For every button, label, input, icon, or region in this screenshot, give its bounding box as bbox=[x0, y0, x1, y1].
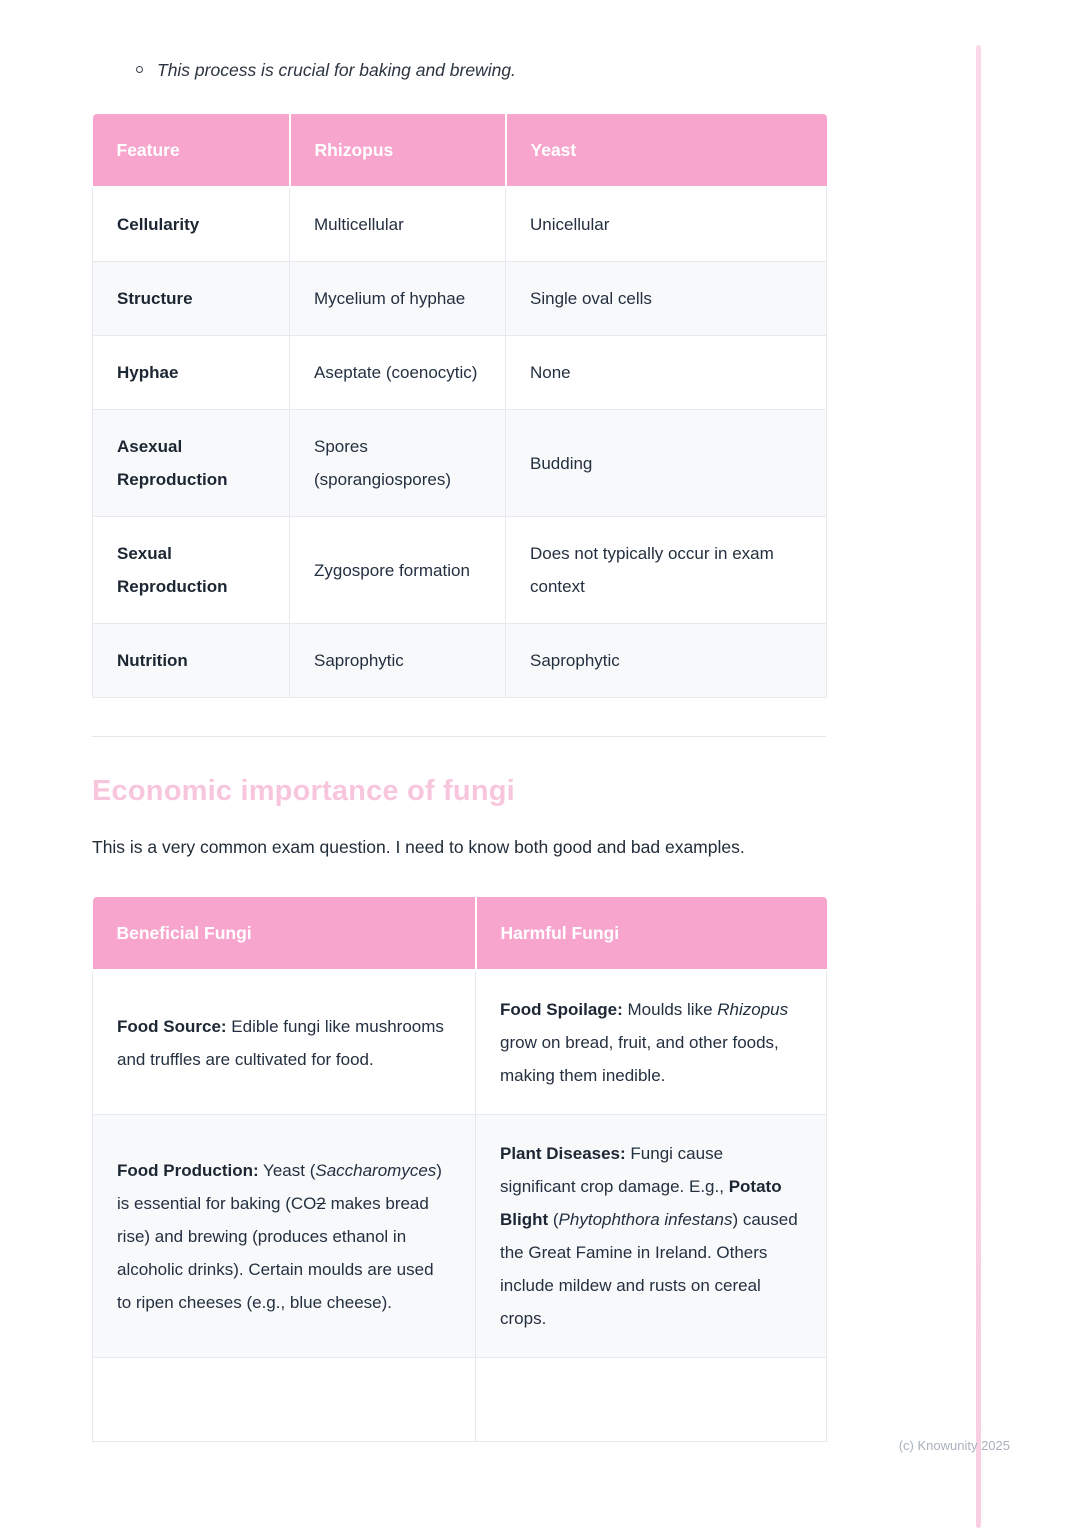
feature-cell: Sexual Reproduction bbox=[93, 517, 290, 624]
rhizopus-cell: Mycelium of hyphae bbox=[290, 262, 506, 336]
harmful-fungi-cell bbox=[476, 1358, 827, 1442]
table-header-row bbox=[93, 897, 827, 970]
table-row bbox=[93, 517, 827, 624]
table-header-row bbox=[93, 114, 827, 187]
page-edge-accent-line bbox=[976, 45, 981, 1528]
column-header-rhizopus: Rhizopus bbox=[290, 114, 506, 187]
rhizopus-cell: Spores (sporangiospores) bbox=[290, 410, 506, 517]
column-header-harmful-fungi: Harmful Fungi bbox=[476, 897, 827, 970]
harmful-fungi-cell: Plant Diseases: Fungi cause significant crop damage. E.g., Potato Blight (Phytophthora infestans) caused the Great Famine in Ireland. Others include mildew and rusts on cereal crops. bbox=[476, 1115, 827, 1358]
column-header-beneficial-fungi: Beneficial Fungi bbox=[93, 897, 476, 970]
rhizopus-cell: Saprophytic bbox=[290, 624, 506, 698]
section-title: Economic importance of fungi bbox=[92, 775, 515, 807]
feature-cell: Asexual Reproduction bbox=[93, 410, 290, 517]
table-row bbox=[93, 187, 827, 262]
beneficial-harmful-fungi-table bbox=[92, 897, 827, 1442]
feature-cell: Hyphae bbox=[93, 336, 290, 410]
table-row bbox=[93, 970, 827, 1115]
column-header-feature: Feature bbox=[93, 114, 290, 187]
document-content bbox=[92, 0, 826, 1442]
beneficial-fungi-cell bbox=[93, 1358, 476, 1442]
beneficial-fungi-cell: Food Production: Yeast (Saccharomyces) is essential for baking (CO2 makes bread rise) and brewing (produces ethanol in alcoholic drinks). Certain moulds are used to ripen cheeses (e.g., blue cheese). bbox=[93, 1115, 476, 1358]
rhizopus-cell: Aseptate (coenocytic) bbox=[290, 336, 506, 410]
yeast-cell: Does not typically occur in exam context bbox=[506, 517, 827, 624]
yeast-cell: Single oval cells bbox=[506, 262, 827, 336]
rhizopus-cell: Zygospore formation bbox=[290, 517, 506, 624]
section-divider bbox=[92, 736, 826, 737]
bullet-list-item bbox=[92, 56, 826, 84]
copyright-watermark: (c) Knowunity 2025 bbox=[898, 1438, 1010, 1453]
table-row bbox=[93, 336, 827, 410]
table-row bbox=[93, 262, 827, 336]
table-row bbox=[93, 1115, 827, 1358]
column-header-yeast: Yeast bbox=[506, 114, 827, 187]
bullet-text: This process is crucial for baking and brewing. bbox=[157, 60, 516, 80]
yeast-cell: Budding bbox=[506, 410, 827, 517]
feature-cell: Cellularity bbox=[93, 187, 290, 262]
table-row bbox=[93, 624, 827, 698]
table-row-partial bbox=[93, 1358, 827, 1442]
table-row bbox=[93, 410, 827, 517]
feature-cell: Nutrition bbox=[93, 624, 290, 698]
feature-cell: Structure bbox=[93, 262, 290, 336]
yeast-cell: None bbox=[506, 336, 827, 410]
beneficial-fungi-cell: Food Source: Edible fungi like mushrooms and truffles are cultivated for food. bbox=[93, 970, 476, 1115]
yeast-cell: Unicellular bbox=[506, 187, 827, 262]
yeast-cell: Saprophytic bbox=[506, 624, 827, 698]
bullet-circle-icon bbox=[136, 66, 143, 73]
section-intro-paragraph: This is a very common exam question. I need to know both good and bad examples. bbox=[92, 837, 745, 857]
rhizopus-yeast-comparison-table bbox=[92, 114, 827, 698]
rhizopus-cell: Multicellular bbox=[290, 187, 506, 262]
harmful-fungi-cell: Food Spoilage: Moulds like Rhizopus grow on bread, fruit, and other foods, making them inedible. bbox=[476, 970, 827, 1115]
